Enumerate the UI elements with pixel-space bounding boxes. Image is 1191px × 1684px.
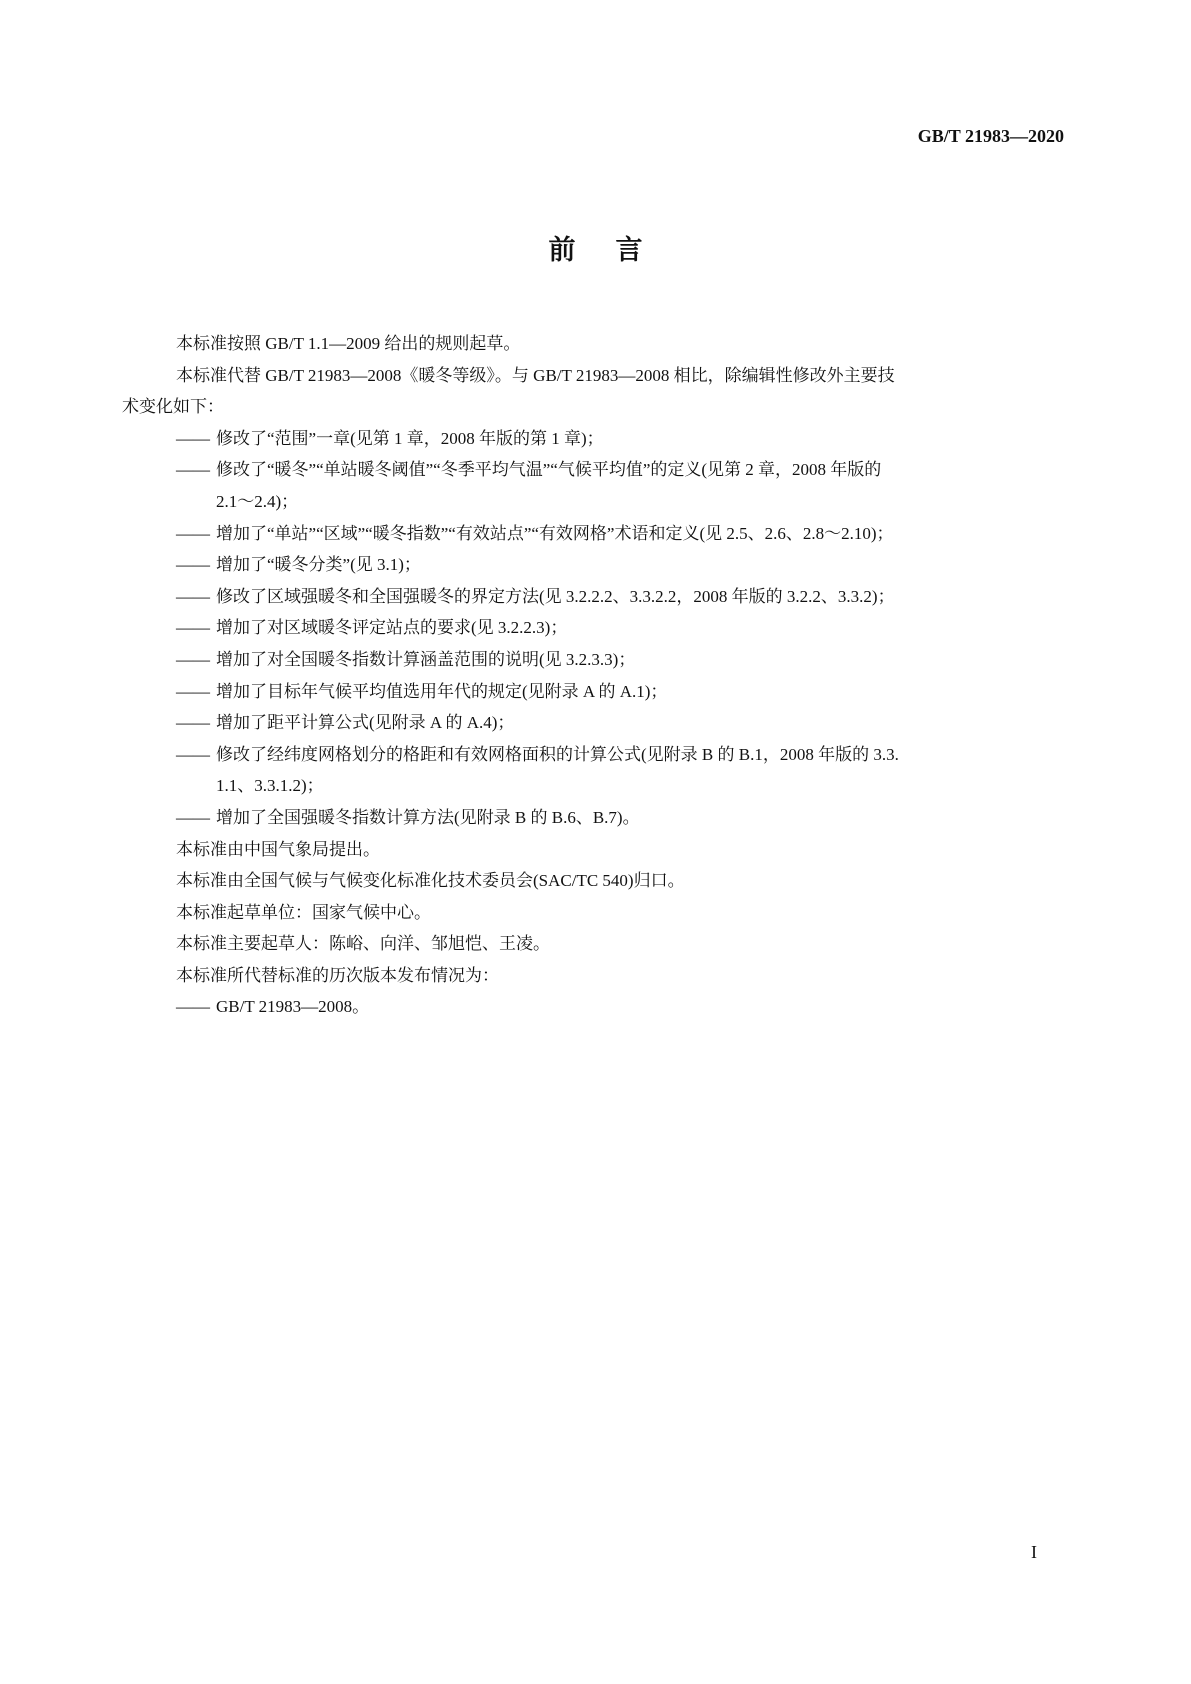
page-number: I (1031, 1542, 1037, 1562)
document-body (122, 328, 1074, 1023)
dash-marker: —— (176, 555, 210, 575)
line-text: 2.1～2.4)； (216, 491, 299, 511)
list-item-line (122, 486, 1074, 518)
line-text: 增加了距平计算公式(见附录 A 的 A.4)； (216, 713, 515, 733)
list-item-line (122, 518, 1074, 550)
paragraph-line (122, 328, 1074, 360)
list-item-line (122, 454, 1074, 486)
line-text: 增加了对区域暖冬评定站点的要求(见 3.2.2.3)； (216, 618, 568, 638)
dash-marker: —— (176, 681, 210, 701)
standard-number: GB/T 21983—2020 (917, 126, 1064, 146)
paragraph-line (122, 391, 1074, 423)
list-item-line (122, 549, 1074, 581)
paragraph-line (122, 865, 1074, 897)
list-item-line (122, 739, 1074, 771)
dash-marker: —— (176, 586, 210, 606)
line-text: 增加了目标年气候平均值选用年代的规定(见附录 A 的 A.1)； (216, 681, 668, 701)
line-text: 修改了“暖冬”“单站暖冬阈值”“冬季平均气温”“气候平均值”的定义(见第 2 章，2008 年版的 (216, 460, 882, 480)
list-item-line (122, 770, 1074, 802)
list-item-line (122, 802, 1074, 834)
line-text: 增加了“暖冬分类”(见 3.1)； (216, 555, 421, 575)
list-item-line (122, 707, 1074, 739)
line-text: 本标准主要起草人：陈峪、向洋、邹旭恺、王凌。 (176, 934, 550, 954)
line-text: 本标准代替 GB/T 21983—2008《暖冬等级》。与 GB/T 21983—2008 相比，除编辑性修改外主要技 (176, 365, 895, 385)
dash-marker: —— (176, 997, 210, 1017)
dash-marker: —— (176, 428, 210, 448)
paragraph-line (122, 928, 1074, 960)
dash-marker: —— (176, 807, 210, 827)
line-text: GB/T 21983—2008。 (216, 997, 370, 1017)
dash-marker: —— (176, 649, 210, 669)
line-text: 增加了“单站”“区域”“暖冬指数”“有效站点”“有效网格”术语和定义(见 2.5、2.6、2.8～2.10)； (216, 523, 894, 543)
list-item-line (122, 676, 1074, 708)
paragraph-line (122, 897, 1074, 929)
page-title: 前言 (548, 235, 683, 266)
dash-marker: —— (176, 744, 210, 764)
line-text: 1.1、3.3.1.2)； (216, 776, 324, 796)
list-item-line (122, 991, 1074, 1023)
line-text: 增加了对全国暖冬指数计算涵盖范围的说明(见 3.2.3.3)； (216, 649, 636, 669)
line-text: 本标准由全国气候与气候变化标准化技术委员会(SAC/TC 540)归口。 (176, 871, 685, 891)
line-text: 本标准按照 GB/T 1.1—2009 给出的规则起草。 (176, 334, 521, 353)
line-text: 术变化如下： (122, 397, 224, 417)
line-text: 本标准由中国气象局提出。 (176, 839, 380, 859)
list-item-line (122, 612, 1074, 644)
list-item-line (122, 581, 1074, 613)
list-item-line (122, 423, 1074, 455)
dash-marker: —— (176, 460, 210, 480)
paragraph-line (122, 834, 1074, 866)
line-text: 本标准起草单位：国家气候中心。 (176, 902, 431, 922)
dash-marker: —— (176, 713, 210, 733)
dash-marker: —— (176, 618, 210, 638)
paragraph-line (122, 360, 1074, 392)
line-text: 修改了经纬度网格划分的格距和有效网格面积的计算公式(见附录 B 的 B.1，2008 年版的 3.3. (216, 744, 899, 764)
line-text: 修改了“范围”一章(见第 1 章，2008 年版的第 1 章)； (216, 428, 604, 448)
paragraph-line (122, 960, 1074, 992)
line-text: 修改了区域强暖冬和全国强暖冬的界定方法(见 3.2.2.2、3.3.2.2，2008 年版的 3.2.2、3.3.2)； (216, 586, 895, 606)
line-text: 增加了全国强暖冬指数计算方法(见附录 B 的 B.6、B.7)。 (216, 807, 640, 827)
line-text: 本标准所代替标准的历次版本发布情况为： (176, 965, 499, 985)
dash-marker: —— (176, 523, 210, 543)
list-item-line (122, 644, 1074, 676)
